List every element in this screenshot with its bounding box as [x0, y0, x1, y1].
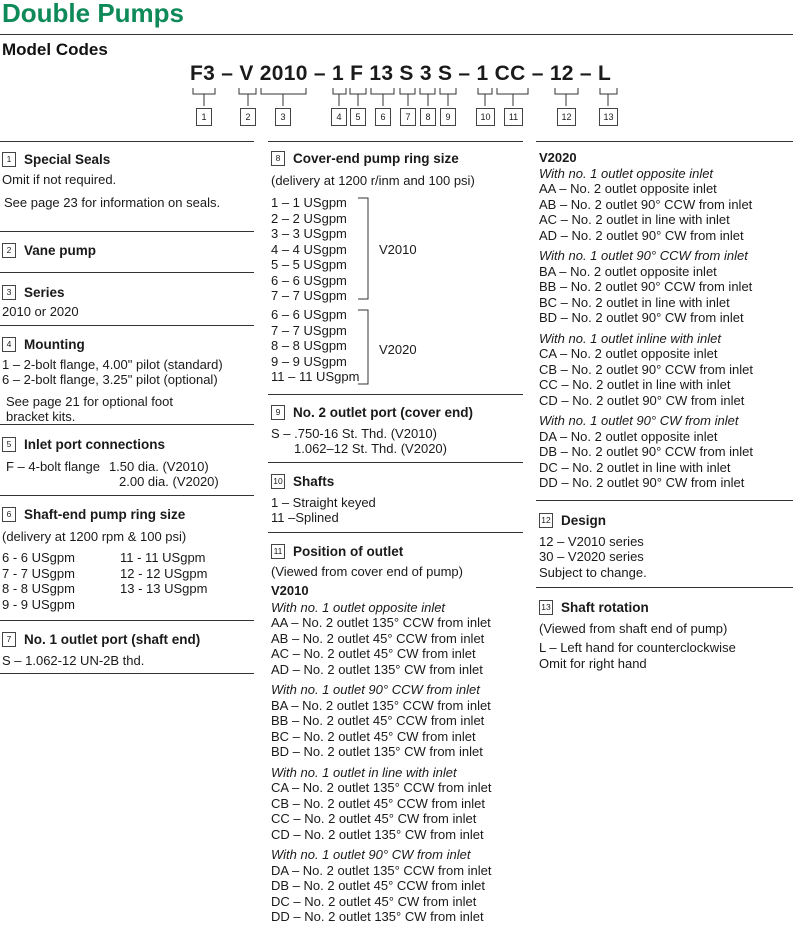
v2020-label: V2020 — [379, 342, 417, 357]
ring-size-group-v2020 — [271, 307, 359, 385]
section-text: 1 – Straight keyed — [271, 494, 376, 510]
outlet-option: CB – No. 2 outlet 90° CCW from inlet — [539, 361, 753, 377]
code-number-13: 13 — [599, 108, 618, 126]
v2010-label: V2010 — [379, 242, 417, 257]
ring-size: 7 – 7 USgpm — [271, 288, 347, 303]
outlet-option: CD – No. 2 outlet 90° CW from inlet — [539, 392, 745, 408]
outlet-option: BC – No. 2 outlet in line with inlet — [539, 294, 730, 310]
divider — [0, 141, 254, 142]
section-title: Mounting — [24, 337, 85, 352]
section-shaft-rotation — [539, 600, 736, 671]
outlet-option: BD – No. 2 outlet 90° CW from inlet — [539, 310, 744, 325]
group-heading: With no. 1 outlet 90° CW from inlet — [539, 413, 739, 428]
section-text: 30 – V2020 series — [539, 549, 644, 564]
section-title: Design — [561, 513, 607, 528]
ring-size: 3 – 3 USgpm — [271, 226, 347, 241]
ring-size: 7 - 7 USgpm — [2, 565, 75, 581]
section-text: Omit for right hand — [539, 655, 647, 671]
outlet-option: CA – No. 2 outlet 135° CCW from inlet — [271, 780, 492, 795]
group-heading: With no. 1 outlet 90° CW from inlet — [271, 847, 471, 862]
code-number-10: 10 — [476, 108, 495, 126]
section-v2020-outlet-positions — [539, 150, 753, 491]
divider — [268, 462, 523, 463]
group-heading: With no. 1 outlet in line with inlet — [271, 764, 457, 780]
outlet-option: BB – No. 2 outlet 90° CCW from inlet — [539, 279, 753, 294]
section-text: 1.062–12 St. Thd. (V2020) — [294, 441, 447, 456]
divider — [536, 587, 793, 588]
section-title: Inlet port connections — [24, 437, 166, 452]
divider — [0, 620, 254, 621]
outlet-option: AA – No. 2 outlet 135° CCW from inlet — [271, 615, 491, 630]
group-heading: With no. 1 outlet opposite inlet — [271, 599, 446, 615]
code-number-2: 2 — [240, 108, 256, 126]
ring-size: 6 - 6 USgpm — [2, 550, 75, 565]
section-vane-pump — [2, 243, 96, 259]
section-text: S – .750-16 St. Thd. (V2010) — [271, 425, 437, 441]
ring-size: 8 - 8 USgpm — [2, 581, 75, 596]
section-text: 12 – V2010 series — [539, 533, 644, 549]
section-text: 2.00 dia. (V2020) — [119, 474, 219, 489]
section-title: Cover-end pump ring size — [293, 151, 459, 166]
outlet-option: AB – No. 2 outlet 90° CCW from inlet — [539, 196, 753, 212]
outlet-option: CC – No. 2 outlet in line with inlet — [539, 377, 731, 392]
section-special-seals — [2, 152, 220, 211]
divider — [268, 532, 523, 533]
section-number: 2 — [2, 243, 16, 258]
section-title: Position of outlet — [293, 544, 404, 559]
section-no1-outlet-port — [2, 632, 200, 668]
ring-size-group-v2010 — [271, 195, 347, 304]
divider — [0, 424, 254, 425]
section-mounting — [2, 337, 223, 425]
outlet-option: DD – No. 2 outlet 135° CW from inlet — [271, 909, 484, 924]
section-text: 11 –Splined — [271, 510, 339, 525]
section-text: Omit if not required. — [2, 171, 117, 187]
code-brackets — [0, 86, 793, 114]
section-number: 7 — [2, 632, 16, 647]
section-text: S – 1.062-12 UN-2B thd. — [2, 652, 145, 668]
outlet-option: CA – No. 2 outlet opposite inlet — [539, 346, 718, 361]
divider — [0, 495, 254, 496]
section-text: (Viewed from cover end of pump) — [271, 563, 463, 579]
ring-size: 1 – 1 USgpm — [271, 195, 347, 210]
section-text: (delivery at 1200 r/inm and 100 psi) — [271, 172, 475, 188]
ring-size: 5 – 5 USgpm — [271, 257, 347, 272]
outlet-option: DC – No. 2 outlet in line with inlet — [539, 459, 731, 475]
model-code-string: F3 – V 2010 – 1 F 13 S 3 S – 1 CC – 12 – L — [190, 62, 612, 85]
section-number: 6 — [2, 507, 16, 522]
section-text: bracket kits. — [6, 409, 76, 424]
section-cover-end-ring-size — [271, 151, 475, 188]
ring-size: 2 – 2 USgpm — [271, 210, 347, 226]
code-number-5: 5 — [350, 108, 366, 126]
section-number: 10 — [271, 474, 285, 489]
section-text: (delivery at 1200 rpm & 100 psi) — [2, 528, 187, 544]
section-text: F – 4-bolt flange — [6, 458, 100, 474]
section-title: Series — [24, 285, 65, 300]
section-title: Shafts — [293, 474, 335, 489]
section-text: (Viewed from shaft end of pump) — [539, 620, 728, 636]
section-number: 4 — [2, 337, 16, 352]
section-text: 1 – 2-bolt flange, 4.00" pilot (standard) — [2, 356, 223, 372]
code-number-4: 4 — [331, 108, 347, 126]
group-heading: With no. 1 outlet opposite inlet — [539, 165, 714, 181]
outlet-option: AB – No. 2 outlet 45° CCW from inlet — [271, 630, 485, 646]
section-inlet-port — [2, 437, 219, 490]
section-shafts — [271, 474, 376, 526]
section-number: 3 — [2, 285, 16, 300]
section-title: No. 1 outlet port (shaft end) — [24, 632, 201, 647]
code-number-12: 12 — [557, 108, 576, 126]
outlet-option: BB – No. 2 outlet 45° CCW from inlet — [271, 713, 485, 728]
section-text: L – Left hand for counterclockwise — [539, 640, 736, 655]
section-number: 13 — [539, 600, 553, 615]
outlet-option: DB – No. 2 outlet 45° CCW from inlet — [271, 878, 485, 893]
title-rule — [0, 34, 793, 35]
outlet-option: CB – No. 2 outlet 45° CCW from inlet — [271, 795, 485, 811]
group-heading: With no. 1 outlet 90° CCW from inlet — [271, 682, 480, 697]
ring-size: 6 – 6 USgpm — [271, 307, 347, 322]
section-number: 1 — [2, 152, 16, 167]
outlet-option: BC – No. 2 outlet 45° CW from inlet — [271, 728, 476, 744]
section-title: No. 2 outlet port (cover end) — [293, 405, 474, 420]
section-title: Special Seals — [24, 152, 111, 167]
outlet-option: BA – No. 2 outlet opposite inlet — [539, 263, 717, 279]
outlet-option: CD – No. 2 outlet 135° CW from inlet — [271, 826, 484, 842]
section-text: 2010 or 2020 — [2, 303, 79, 319]
section-design — [539, 513, 647, 580]
section-text: 6 – 2-bolt flange, 3.25" pilot (optional) — [2, 372, 218, 387]
divider — [268, 141, 523, 142]
code-number-6: 6 — [375, 108, 391, 126]
divider — [536, 500, 793, 501]
section-number: 12 — [539, 513, 553, 528]
section-title: Vane pump — [24, 243, 97, 258]
series-label: V2010 — [271, 583, 309, 598]
outlet-option: AD – No. 2 outlet 135° CW from inlet — [271, 661, 483, 677]
ring-size: 12 - 12 USgpm — [120, 565, 208, 581]
code-number-8: 8 — [420, 108, 436, 126]
section-number: 11 — [271, 544, 285, 559]
outlet-option: BD – No. 2 outlet 135° CW from inlet — [271, 744, 483, 759]
section-number: 8 — [271, 151, 285, 166]
code-number-11: 11 — [504, 108, 523, 126]
outlet-option: AA – No. 2 outlet opposite inlet — [539, 181, 717, 196]
outlet-option: BA – No. 2 outlet 135° CCW from inlet — [271, 697, 491, 713]
divider — [0, 272, 254, 273]
section-title: Shaft rotation — [561, 600, 649, 615]
ring-size: 7 – 7 USgpm — [271, 322, 347, 338]
ring-size: 4 – 4 USgpm — [271, 241, 347, 257]
group-heading: With no. 1 outlet 90° CCW from inlet — [539, 248, 748, 263]
divider — [0, 673, 254, 674]
section-text: See page 23 for information on seals. — [4, 195, 221, 210]
outlet-option: CC – No. 2 outlet 45° CW from inlet — [271, 811, 477, 826]
section-text: Subject to change. — [539, 564, 647, 580]
outlet-option: DA – No. 2 outlet 135° CCW from inlet — [271, 862, 492, 878]
group-heading: With no. 1 outlet inline with inlet — [539, 330, 721, 346]
section-number: 5 — [2, 437, 16, 452]
ring-size: 9 – 9 USgpm — [271, 353, 347, 369]
outlet-option: DD – No. 2 outlet 90° CW from inlet — [539, 475, 745, 490]
section-shaft-end-ring-size — [2, 507, 207, 612]
outlet-option: DB – No. 2 outlet 90° CCW from inlet — [539, 444, 753, 459]
divider — [536, 141, 793, 142]
outlet-option: DC – No. 2 outlet 45° CW from inlet — [271, 893, 477, 909]
outlet-option: AC – No. 2 outlet 45° CW from inlet — [271, 646, 476, 661]
divider — [0, 325, 254, 326]
ring-size: 11 - 11 USgpm — [120, 550, 206, 565]
section-text: See page 21 for optional foot — [6, 393, 173, 409]
series-label: V2020 — [539, 150, 577, 165]
outlet-option: DA – No. 2 outlet opposite inlet — [539, 428, 718, 444]
divider — [0, 231, 254, 232]
section-series — [2, 285, 79, 319]
code-number-7: 7 — [400, 108, 416, 126]
section-title: Shaft-end pump ring size — [24, 507, 186, 522]
code-number-3: 3 — [275, 108, 291, 126]
ring-size: 11 – 11 USgpm — [271, 369, 360, 384]
section-no2-outlet-port — [271, 405, 473, 457]
model-codes-heading: Model Codes — [2, 40, 108, 59]
section-position-of-outlet — [271, 544, 492, 925]
code-number-1: 1 — [196, 108, 212, 126]
section-number: 9 — [271, 405, 285, 420]
code-number-9: 9 — [440, 108, 456, 126]
outlet-option: AD – No. 2 outlet 90° CW from inlet — [539, 227, 744, 243]
ring-size: 9 - 9 USgpm — [2, 596, 75, 612]
ring-size: 6 – 6 USgpm — [271, 272, 347, 288]
page-title: Double Pumps — [2, 0, 185, 28]
ring-size: 13 - 13 USgpm — [120, 581, 208, 596]
outlet-option: AC – No. 2 outlet in line with inlet — [539, 212, 730, 227]
ring-size: 8 – 8 USgpm — [271, 338, 347, 353]
section-text: 1.50 dia. (V2010) — [108, 458, 209, 474]
divider — [268, 394, 523, 395]
